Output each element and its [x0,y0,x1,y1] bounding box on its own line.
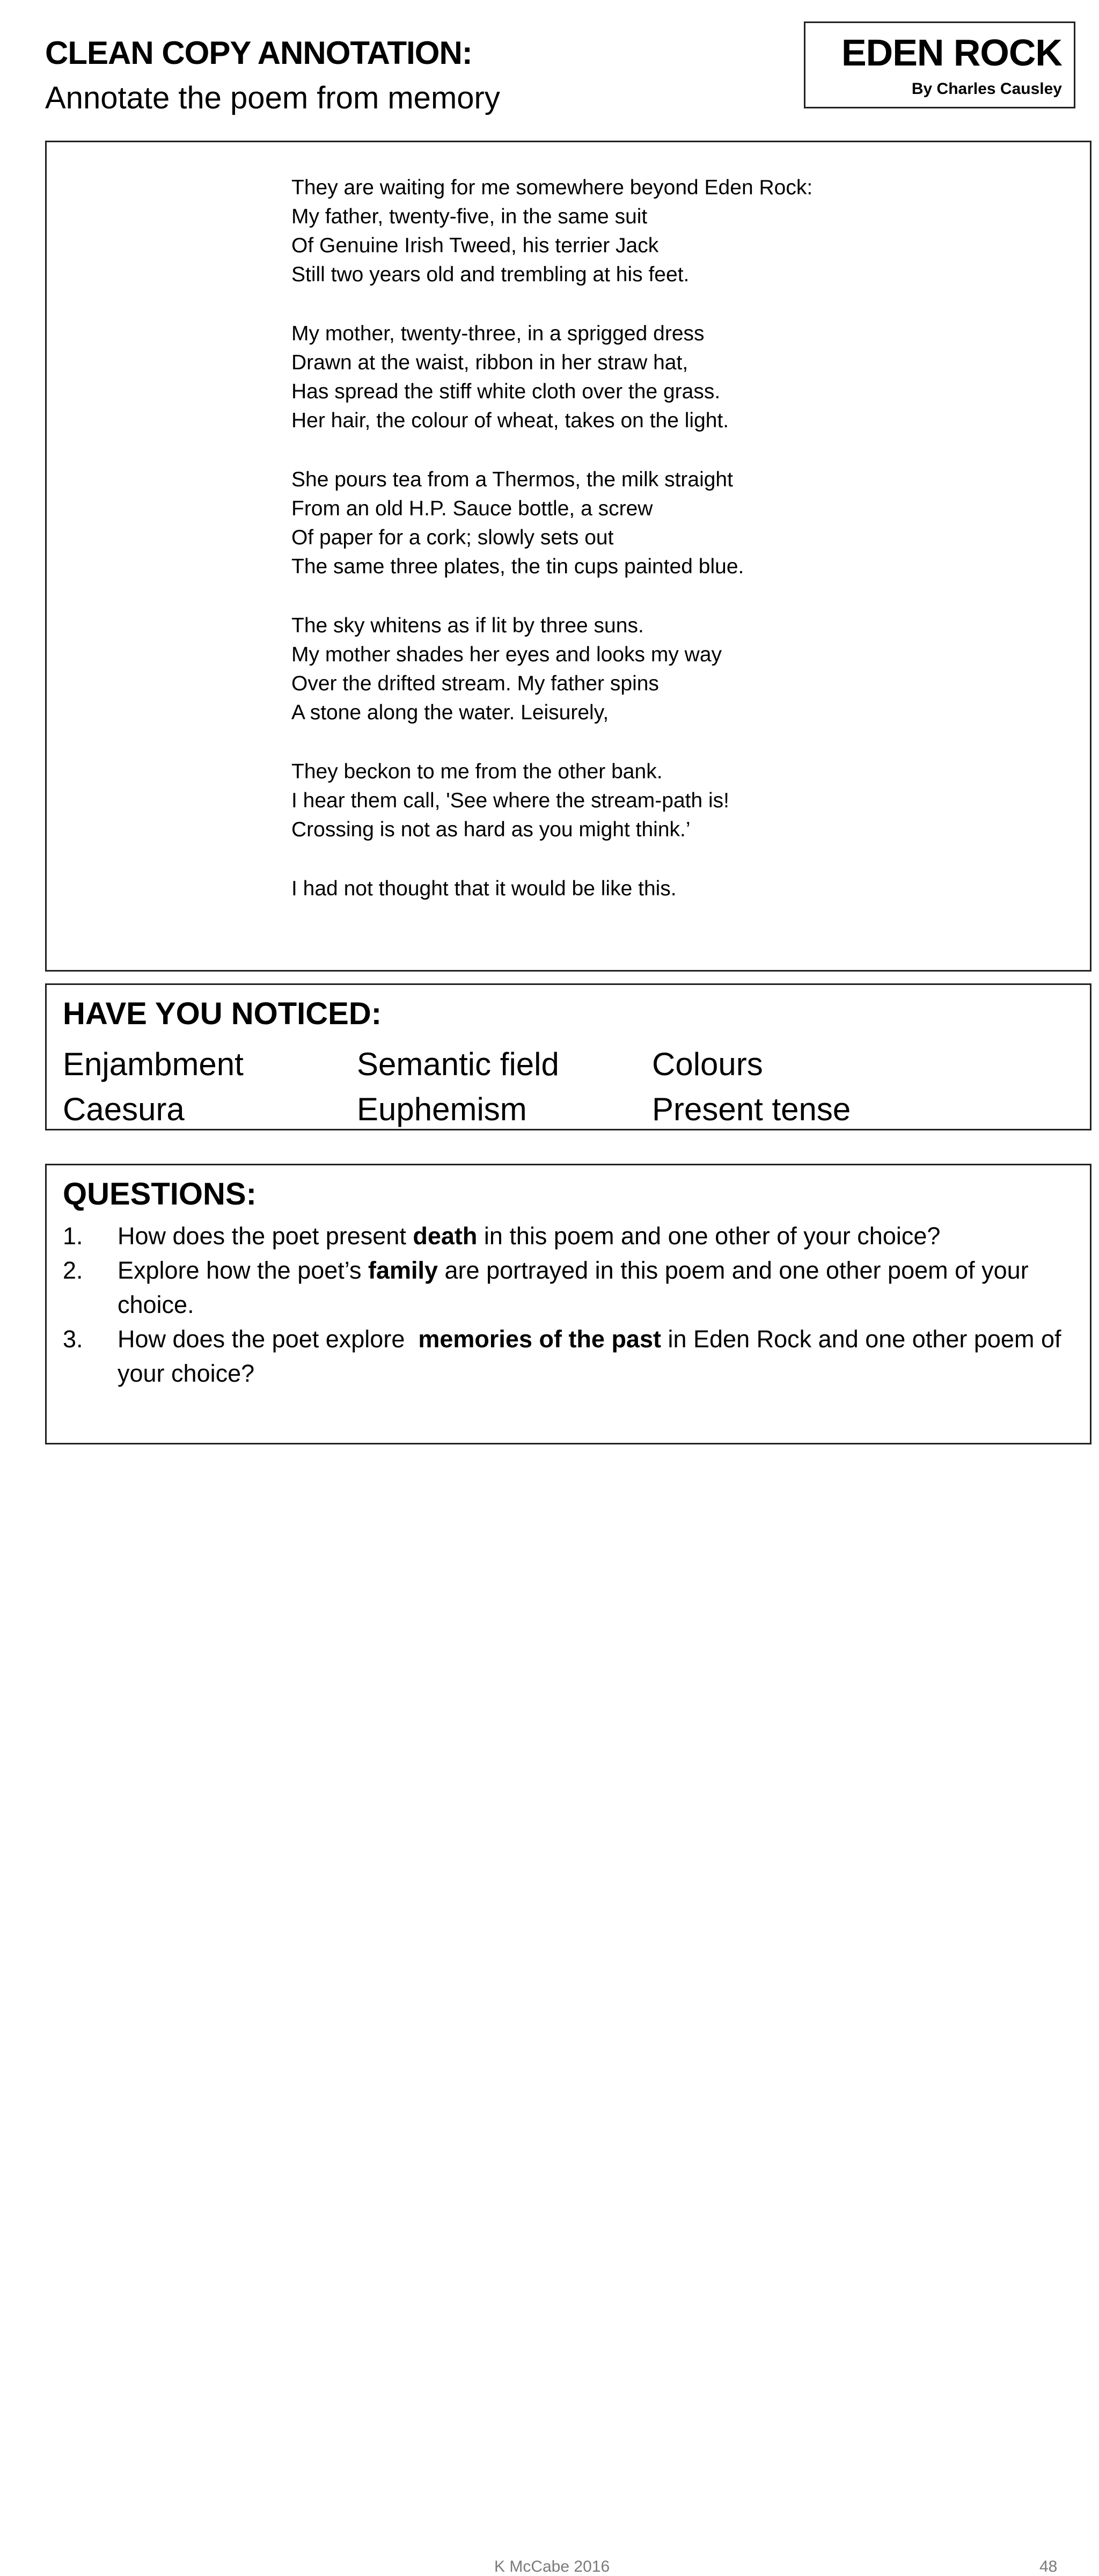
poem-line: I hear them call, 'See where the stream-path is! [291,789,729,812]
notice-term: Enjambment [63,1046,244,1082]
notice-term: Colours [652,1046,763,1082]
notice-heading: HAVE YOU NOTICED: [63,996,382,1031]
stanza [291,874,812,903]
question-keyword: death [413,1222,478,1250]
stanza [291,173,812,289]
notice-term: Present tense [652,1091,851,1127]
poem-line: Of paper for a cork; slowly sets out [291,526,614,549]
notice-term: Caesura [63,1091,185,1127]
poem-box [45,141,1091,972]
question-number: 3. [63,1325,83,1353]
page-number: 48 [1039,2558,1058,2575]
poem-line: They beckon to me from the other bank. [291,760,663,783]
poem-line: I had not thought that it would be like this. [291,877,677,900]
notice-terms [63,1042,953,1132]
question-item [63,1219,1072,1253]
page-subtitle: Annotate the poem from memory [45,81,500,115]
stanza [291,611,812,727]
poem-line: Drawn at the waist, ribbon in her straw hat, [291,351,688,374]
poem-line: Of Genuine Irish Tweed, his terrier Jack [291,234,659,257]
poem-line: She pours tea from a Thermos, the milk straight [291,468,733,491]
poem-text [291,173,812,933]
poem-line: They are waiting for me somewhere beyond Eden Rock: [291,176,813,199]
poem-line: Still two years old and trembling at his feet. [291,263,690,286]
have-you-noticed-box [45,983,1091,1130]
question-text: Explore how the poet’s family are portrayed in this poem and one other poem of your choice. [118,1257,1029,1318]
poem-line: From an old H.P. Sauce bottle, a screw [291,497,653,520]
poem-line: My mother shades her eyes and looks my way [291,643,722,666]
questions-list [63,1219,1072,1391]
question-number: 1. [63,1222,83,1250]
notice-term: Semantic field [357,1046,559,1082]
footer-credit: K McCabe 2016 [494,2558,610,2575]
question-text: How does the poet present death in this poem and one other of your choice? [118,1222,941,1250]
questions-box [45,1164,1091,2575]
poem-line: The same three plates, the tin cups painted blue. [291,555,744,578]
question-keyword: memories of the past [418,1325,661,1353]
question-item [63,1322,1072,1391]
stanza [291,757,812,844]
poem-title: EDEN ROCK [841,32,1062,74]
poem-line: Her hair, the colour of wheat, takes on the light. [291,409,729,432]
poem-author: By Charles Causley [911,80,1062,98]
poem-line: The sky whitens as if lit by three suns. [291,614,644,637]
question-number: 2. [63,1257,83,1284]
poem-line: My mother, twenty-three, in a sprigged dress [291,322,705,345]
poem-line: Crossing is not as hard as you might think.’ [291,818,691,841]
question-item [63,1253,1072,1322]
question-keyword: family [368,1257,438,1284]
stanza [291,465,812,581]
poem-line: Over the drifted stream. My father spins [291,672,659,695]
question-text: How does the poet explore memories of the past in Eden Rock and one other poem of your choice? [118,1325,1061,1387]
poem-line: Has spread the stiff white cloth over the grass. [291,380,721,403]
poem-line: A stone along the water. Leisurely, [291,701,609,724]
poem-title-box [804,21,1075,108]
stanza [291,319,812,435]
page-title: CLEAN COPY ANNOTATION: [45,35,472,71]
poem-line: My father, twenty-five, in the same suit [291,205,648,228]
notice-term: Euphemism [357,1091,527,1127]
questions-heading: QUESTIONS: [63,1177,257,1212]
